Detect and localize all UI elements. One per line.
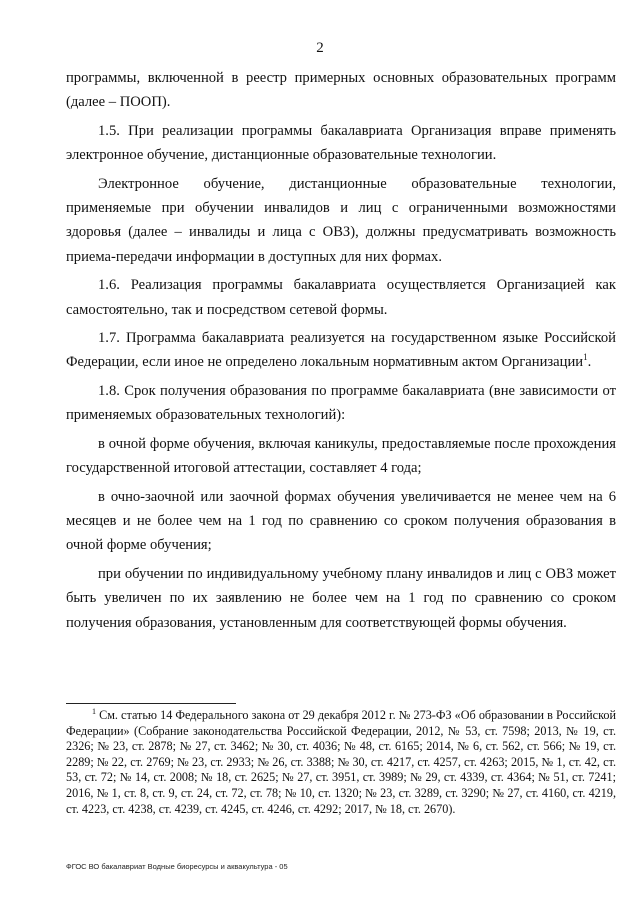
paragraph-distance-learning: Электронное обучение, дистанционные образовательные технологии, применяемые при обучении инвалидов и лиц с ограниченными возможностями здоровья (далее – инвалиды и лица с ОВЗ), должны предусматривать возможность приема-передачи информации в доступных для них формах. [66,175,616,265]
paragraph-full-time: в очной форме обучения, включая каникулы, предоставляемые после прохождения государственной итоговой аттестации, составляет 4 года; [66,435,616,477]
paragraph-1-7 [66,326,616,375]
footnote-reference[interactable]: 1 [583,352,588,363]
page-footer: ФГОС ВО бакалавриат Водные биоресурсы и аквакультура - 05 [66,862,288,871]
paragraph-1-7-end: . [587,354,592,371]
paragraph-1-5: 1.5. При реализации программы бакалавриата Организация вправе применять электронное обучение, дистанционные образовательные технологии. [66,122,616,164]
footnote-text: См. статью 14 Федерального закона от 29 декабря 2012 г. № 273-ФЗ «Об образовании в Российской Федерации» (Собрание законодательства Российской Федерации, 2012, № 53, ст. 7598; 2013, № 19, ст. 2326; № 23, ст. 2878; № 27, ст. 3462; № 30, ст. 4036; № 48, ст. 6165; 2014, № 6, ст. 562, ст. 566; № 19, ст. 2289; № 22, ст. 2769; № 23, ст. 2933; № 26, ст. 3388; № 30, ст. 4217, ст. 4257, ст. 4263; 2015, № 1, ст. 42, ст. 53, ст. 72; № 14, ст. 2008; № 18, ст. 2625; № 27, ст. 3951, ст. 3989; № 29, ст. 4339, ст. 4364; № 51, ст. 7241; 2016, № 1, ст. 8, ст. 9, ст. 24, ст. 72, ст. 78; № 10, ст. 1320; № 23, ст. 3289, ст. 3290; № 27, ст. 4160, ст. 4219, ст. 4223, ст. 4238, ст. 4239, ст. 4245, ст. 4246, ст. 4292; 2017, № 18, ст. 2670). [66,708,617,816]
footnotes [66,708,616,817]
document-body [66,66,616,637]
paragraph-1-7-text: 1.7. Программа бакалавриата реализуется на государственном языке Российской Федерации, если иное не определено локальным нормативным актом Организации [66,330,616,371]
footnote-marker: 1 [92,707,96,716]
paragraph-continuation: программы, включенной в реестр примерных основных образовательных программ (далее – ПООП). [66,70,616,111]
footnote-divider [66,703,236,704]
footnote-1 [66,708,616,817]
paragraph-individual-plan: при обучении по индивидуальному учебному плану инвалидов и лиц с ОВЗ может быть увеличен по их заявлению не более чем на 1 год по сравнению со сроком получения образования, установленным для соответствующей формы обучения. [66,565,616,631]
paragraph-part-time: в очно-заочной или заочной формах обучения увеличивается не менее чем на 6 месяцев и не более чем на 1 год по сравнению со сроком получения образования в очной форме обучения; [66,488,616,554]
paragraph-1-8: 1.8. Срок получения образования по программе бакалавриата (вне зависимости от применяемых образовательных технологий): [66,382,616,424]
page-number: 2 [316,40,324,56]
paragraph-1-6: 1.6. Реализация программы бакалавриата осуществляется Организацией как самостоятельно, так и посредством сетевой формы. [66,277,616,318]
